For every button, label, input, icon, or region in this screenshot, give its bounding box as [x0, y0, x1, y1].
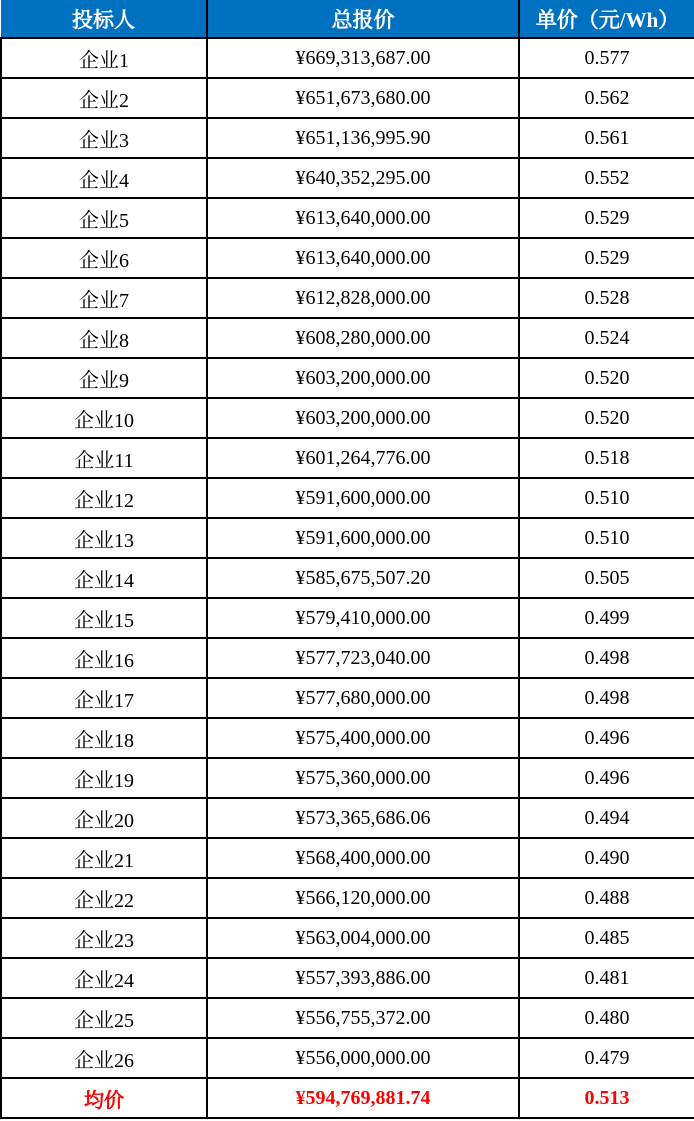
table-row	[1, 158, 694, 198]
unit-price-cell: 0.520	[519, 358, 694, 398]
table-row	[1, 638, 694, 678]
summary-bidder-cell: 均价	[1, 1078, 207, 1118]
total-price-cell: ¥563,004,000.00	[207, 918, 519, 958]
total-price-cell: ¥557,393,886.00	[207, 958, 519, 998]
unit-price-cell: 0.577	[519, 38, 694, 78]
bidder-cell: 企业5	[1, 198, 207, 238]
bidder-cell: 企业11	[1, 438, 207, 478]
bidder-cell: 企业17	[1, 678, 207, 718]
unit-price-cell: 0.498	[519, 638, 694, 678]
total-price-cell: ¥585,675,507.20	[207, 558, 519, 598]
bidder-cell: 企业7	[1, 278, 207, 318]
unit-price-cell: 0.524	[519, 318, 694, 358]
table-row	[1, 598, 694, 638]
total-price-cell: ¥651,673,680.00	[207, 78, 519, 118]
unit-price-cell: 0.520	[519, 398, 694, 438]
table-row	[1, 918, 694, 958]
table-header	[1, 0, 694, 38]
total-price-cell: ¥603,200,000.00	[207, 398, 519, 438]
unit-price-cell: 0.479	[519, 1038, 694, 1078]
bidder-cell: 企业18	[1, 718, 207, 758]
summary-total-cell: ¥594,769,881.74	[207, 1078, 519, 1118]
bidder-cell: 企业16	[1, 638, 207, 678]
table-row	[1, 1038, 694, 1078]
bidder-cell: 企业4	[1, 158, 207, 198]
bidder-cell: 企业3	[1, 118, 207, 158]
header-total-price: 总报价	[207, 0, 519, 38]
total-price-cell: ¥591,600,000.00	[207, 518, 519, 558]
bidder-cell: 企业14	[1, 558, 207, 598]
table-row	[1, 318, 694, 358]
table-footer	[1, 1078, 694, 1118]
unit-price-cell: 0.510	[519, 518, 694, 558]
header-unit-price: 单价（元/Wh）	[519, 0, 694, 38]
table-row	[1, 718, 694, 758]
bidder-cell: 企业9	[1, 358, 207, 398]
table-row	[1, 798, 694, 838]
table-body	[1, 38, 694, 1078]
bidder-cell: 企业20	[1, 798, 207, 838]
unit-price-cell: 0.498	[519, 678, 694, 718]
total-price-cell: ¥591,600,000.00	[207, 478, 519, 518]
table-row	[1, 998, 694, 1038]
table-row	[1, 198, 694, 238]
unit-price-cell: 0.481	[519, 958, 694, 998]
unit-price-cell: 0.561	[519, 118, 694, 158]
total-price-cell: ¥575,400,000.00	[207, 718, 519, 758]
unit-price-cell: 0.494	[519, 798, 694, 838]
bidder-cell: 企业10	[1, 398, 207, 438]
bidder-cell: 企业26	[1, 1038, 207, 1078]
table-row	[1, 678, 694, 718]
unit-price-cell: 0.485	[519, 918, 694, 958]
total-price-cell: ¥556,000,000.00	[207, 1038, 519, 1078]
table-row	[1, 958, 694, 998]
total-price-cell: ¥577,723,040.00	[207, 638, 519, 678]
unit-price-cell: 0.529	[519, 238, 694, 278]
table-row	[1, 118, 694, 158]
total-price-cell: ¥568,400,000.00	[207, 838, 519, 878]
table-row	[1, 878, 694, 918]
total-price-cell: ¥669,313,687.00	[207, 38, 519, 78]
table-row	[1, 758, 694, 798]
table-row	[1, 518, 694, 558]
unit-price-cell: 0.518	[519, 438, 694, 478]
total-price-cell: ¥573,365,686.06	[207, 798, 519, 838]
total-price-cell: ¥613,640,000.00	[207, 238, 519, 278]
bidder-cell: 企业13	[1, 518, 207, 558]
unit-price-cell: 0.490	[519, 838, 694, 878]
unit-price-cell: 0.528	[519, 278, 694, 318]
unit-price-cell: 0.510	[519, 478, 694, 518]
bidder-cell: 企业1	[1, 38, 207, 78]
summary-unit-cell: 0.513	[519, 1078, 694, 1118]
total-price-cell: ¥603,200,000.00	[207, 358, 519, 398]
header-row	[1, 0, 694, 38]
table-row	[1, 278, 694, 318]
unit-price-cell: 0.496	[519, 718, 694, 758]
bidder-cell: 企业24	[1, 958, 207, 998]
bidder-cell: 企业21	[1, 838, 207, 878]
unit-price-cell: 0.488	[519, 878, 694, 918]
table-row	[1, 438, 694, 478]
table-row	[1, 38, 694, 78]
unit-price-cell: 0.562	[519, 78, 694, 118]
bidder-cell: 企业23	[1, 918, 207, 958]
table-row	[1, 398, 694, 438]
table-row	[1, 838, 694, 878]
bidder-cell: 企业25	[1, 998, 207, 1038]
bidder-cell: 企业8	[1, 318, 207, 358]
bidder-cell: 企业12	[1, 478, 207, 518]
bidder-cell: 企业2	[1, 78, 207, 118]
total-price-cell: ¥613,640,000.00	[207, 198, 519, 238]
bidder-cell: 企业22	[1, 878, 207, 918]
total-price-cell: ¥651,136,995.90	[207, 118, 519, 158]
bidder-cell: 企业15	[1, 598, 207, 638]
header-bidder: 投标人	[1, 0, 207, 38]
table-row	[1, 238, 694, 278]
total-price-cell: ¥601,264,776.00	[207, 438, 519, 478]
total-price-cell: ¥556,755,372.00	[207, 998, 519, 1038]
bidder-cell: 企业19	[1, 758, 207, 798]
table-row	[1, 358, 694, 398]
total-price-cell: ¥577,680,000.00	[207, 678, 519, 718]
unit-price-cell: 0.529	[519, 198, 694, 238]
unit-price-cell: 0.480	[519, 998, 694, 1038]
unit-price-cell: 0.496	[519, 758, 694, 798]
total-price-cell: ¥566,120,000.00	[207, 878, 519, 918]
table-row	[1, 478, 694, 518]
total-price-cell: ¥612,828,000.00	[207, 278, 519, 318]
summary-row	[1, 1078, 694, 1118]
total-price-cell: ¥579,410,000.00	[207, 598, 519, 638]
unit-price-cell: 0.499	[519, 598, 694, 638]
table-row	[1, 558, 694, 598]
total-price-cell: ¥608,280,000.00	[207, 318, 519, 358]
total-price-cell: ¥575,360,000.00	[207, 758, 519, 798]
unit-price-cell: 0.552	[519, 158, 694, 198]
table-row	[1, 78, 694, 118]
bidder-cell: 企业6	[1, 238, 207, 278]
unit-price-cell: 0.505	[519, 558, 694, 598]
total-price-cell: ¥640,352,295.00	[207, 158, 519, 198]
